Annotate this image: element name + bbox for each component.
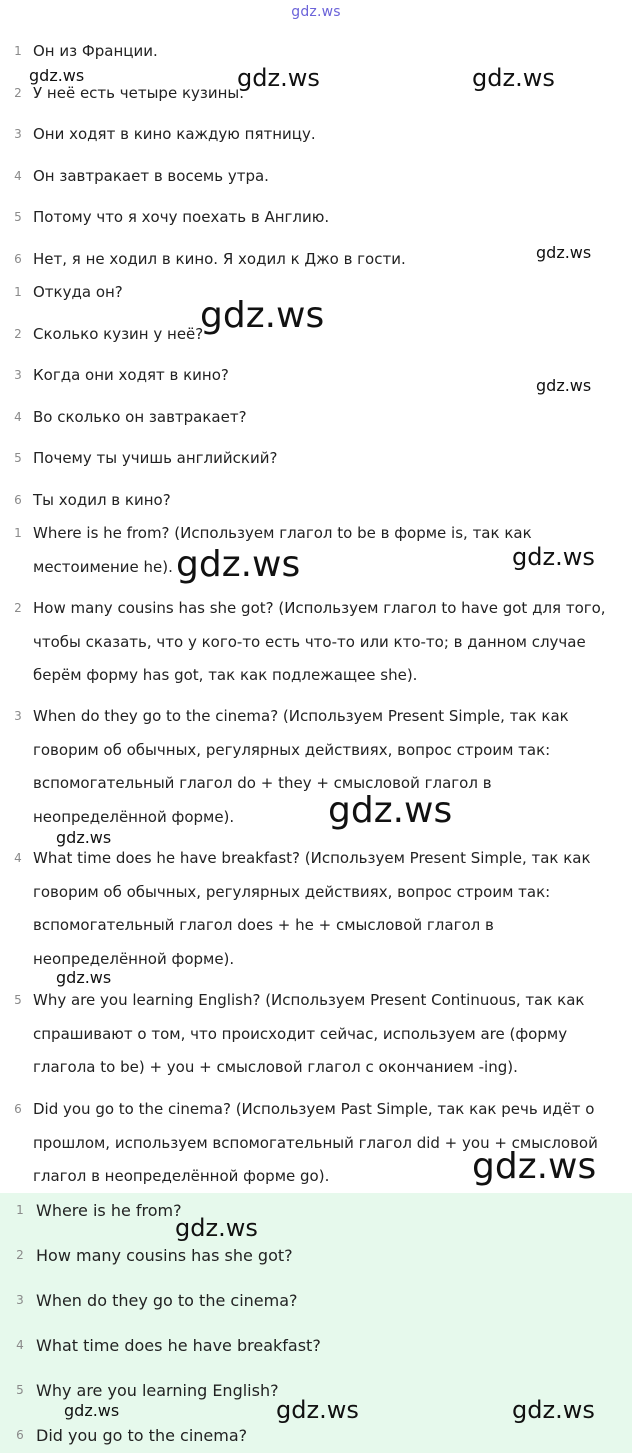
- watermark: gdz.ws: [56, 968, 112, 987]
- item-number: 2: [14, 601, 22, 615]
- item-number: 6: [14, 1102, 22, 1116]
- item-text: When do they go to the cinema? (Используем Present Simple, так как говорим об обычных, регулярных действиях, вопрос строим так: вспомогательный глагол do + they + смысловой глагол в неопределённой форме).: [33, 707, 569, 826]
- item-number: 2: [16, 1248, 24, 1262]
- item-text: Where is he from? (Используем глагол to be в форме is, так как местоимение he).: [33, 524, 532, 576]
- item-text: Он из Франции.: [33, 42, 158, 60]
- item-text: Сколько кузин у неё?: [33, 325, 204, 343]
- watermark: gdz.ws: [512, 1396, 595, 1424]
- item-text: Why are you learning English?: [36, 1381, 279, 1400]
- item-number: 1: [14, 44, 22, 58]
- watermark: gdz.ws: [276, 1396, 359, 1424]
- watermark: gdz.ws: [56, 828, 112, 847]
- item-text: Did you go to the cinema?: [36, 1426, 248, 1445]
- item-text: What time does he have breakfast? (Используем Present Simple, так как говорим об обычных, регулярных действиях, вопрос строим так: вспомогательный глагол does + he + смысловой глагол в неопределённой форме).: [33, 849, 591, 968]
- item-text: What time does he have breakfast?: [36, 1336, 321, 1355]
- item-text: How many cousins has she got? (Используем глагол to have got для того, чтобы сказать, что у кого-то есть что-то или кто-то; в данном случае берём форму has got, так как подлежащее she).: [33, 599, 606, 684]
- item-text: Ты ходил в кино?: [33, 491, 171, 509]
- item-text: Они ходят в кино каждую пятницу.: [33, 125, 316, 143]
- item-number: 4: [14, 169, 22, 183]
- item-number: 3: [14, 368, 22, 382]
- item-text: Во сколько он завтракает?: [33, 408, 247, 426]
- watermark: gdz.ws: [200, 295, 325, 336]
- item-text: Почему ты учишь английский?: [33, 449, 278, 467]
- watermark: gdz.ws: [512, 543, 595, 571]
- item-number: 4: [14, 851, 22, 865]
- item-text: Он завтракает в восемь утра.: [33, 167, 269, 185]
- item-number: 1: [14, 526, 22, 540]
- item-text: Когда они ходят в кино?: [33, 366, 229, 384]
- item-number: 6: [14, 252, 22, 266]
- watermark: gdz.ws: [64, 1401, 120, 1420]
- site-link[interactable]: gdz.ws: [291, 4, 341, 20]
- item-number: 2: [14, 327, 22, 341]
- site-header: [0, 0, 632, 24]
- item-number: 2: [14, 86, 22, 100]
- item-number: 3: [14, 709, 22, 723]
- item-number: 1: [14, 285, 22, 299]
- watermark: gdz.ws: [175, 1214, 258, 1242]
- watermark: gdz.ws: [176, 544, 301, 585]
- watermark: gdz.ws: [29, 66, 85, 85]
- item-number: 5: [16, 1383, 24, 1397]
- item-number: 5: [14, 451, 22, 465]
- watermark: gdz.ws: [536, 243, 592, 262]
- item-number: 4: [16, 1338, 24, 1352]
- item-text: Where is he from?: [36, 1201, 182, 1220]
- watermark: gdz.ws: [237, 64, 320, 92]
- item-text: How many cousins has she got?: [36, 1246, 293, 1265]
- item-text: Нет, я не ходил в кино. Я ходил к Джо в гости.: [33, 250, 406, 268]
- item-number: 5: [14, 993, 22, 1007]
- item-number: 3: [14, 127, 22, 141]
- item-text: When do they go to the cinema?: [36, 1291, 298, 1310]
- item-number: 3: [16, 1293, 24, 1307]
- item-text: Откуда он?: [33, 283, 123, 301]
- item-number: 4: [14, 410, 22, 424]
- watermark: gdz.ws: [472, 1146, 597, 1187]
- watermark: gdz.ws: [472, 64, 555, 92]
- item-text: Потому что я хочу поехать в Англию.: [33, 208, 330, 226]
- watermark: gdz.ws: [328, 790, 453, 831]
- item-text: Did you go to the cinema? (Используем Past Simple, так как речь идёт о прошлом, используем вспомогательный глагол did + you + смысловой глагол в неопределённой форме go).: [33, 1100, 598, 1185]
- item-text: У неё есть четыре кузины.: [33, 84, 245, 102]
- item-number: 5: [14, 210, 22, 224]
- watermark: gdz.ws: [536, 376, 592, 395]
- item-number: 6: [16, 1428, 24, 1442]
- item-number: 6: [14, 493, 22, 507]
- item-text: Why are you learning English? (Используем Present Continuous, так как спрашивают о том, что происходит сейчас, используем are (форму глагола to be) + you + смысловой глагол с окончанием -ing).: [33, 991, 585, 1076]
- item-number: 1: [16, 1203, 24, 1217]
